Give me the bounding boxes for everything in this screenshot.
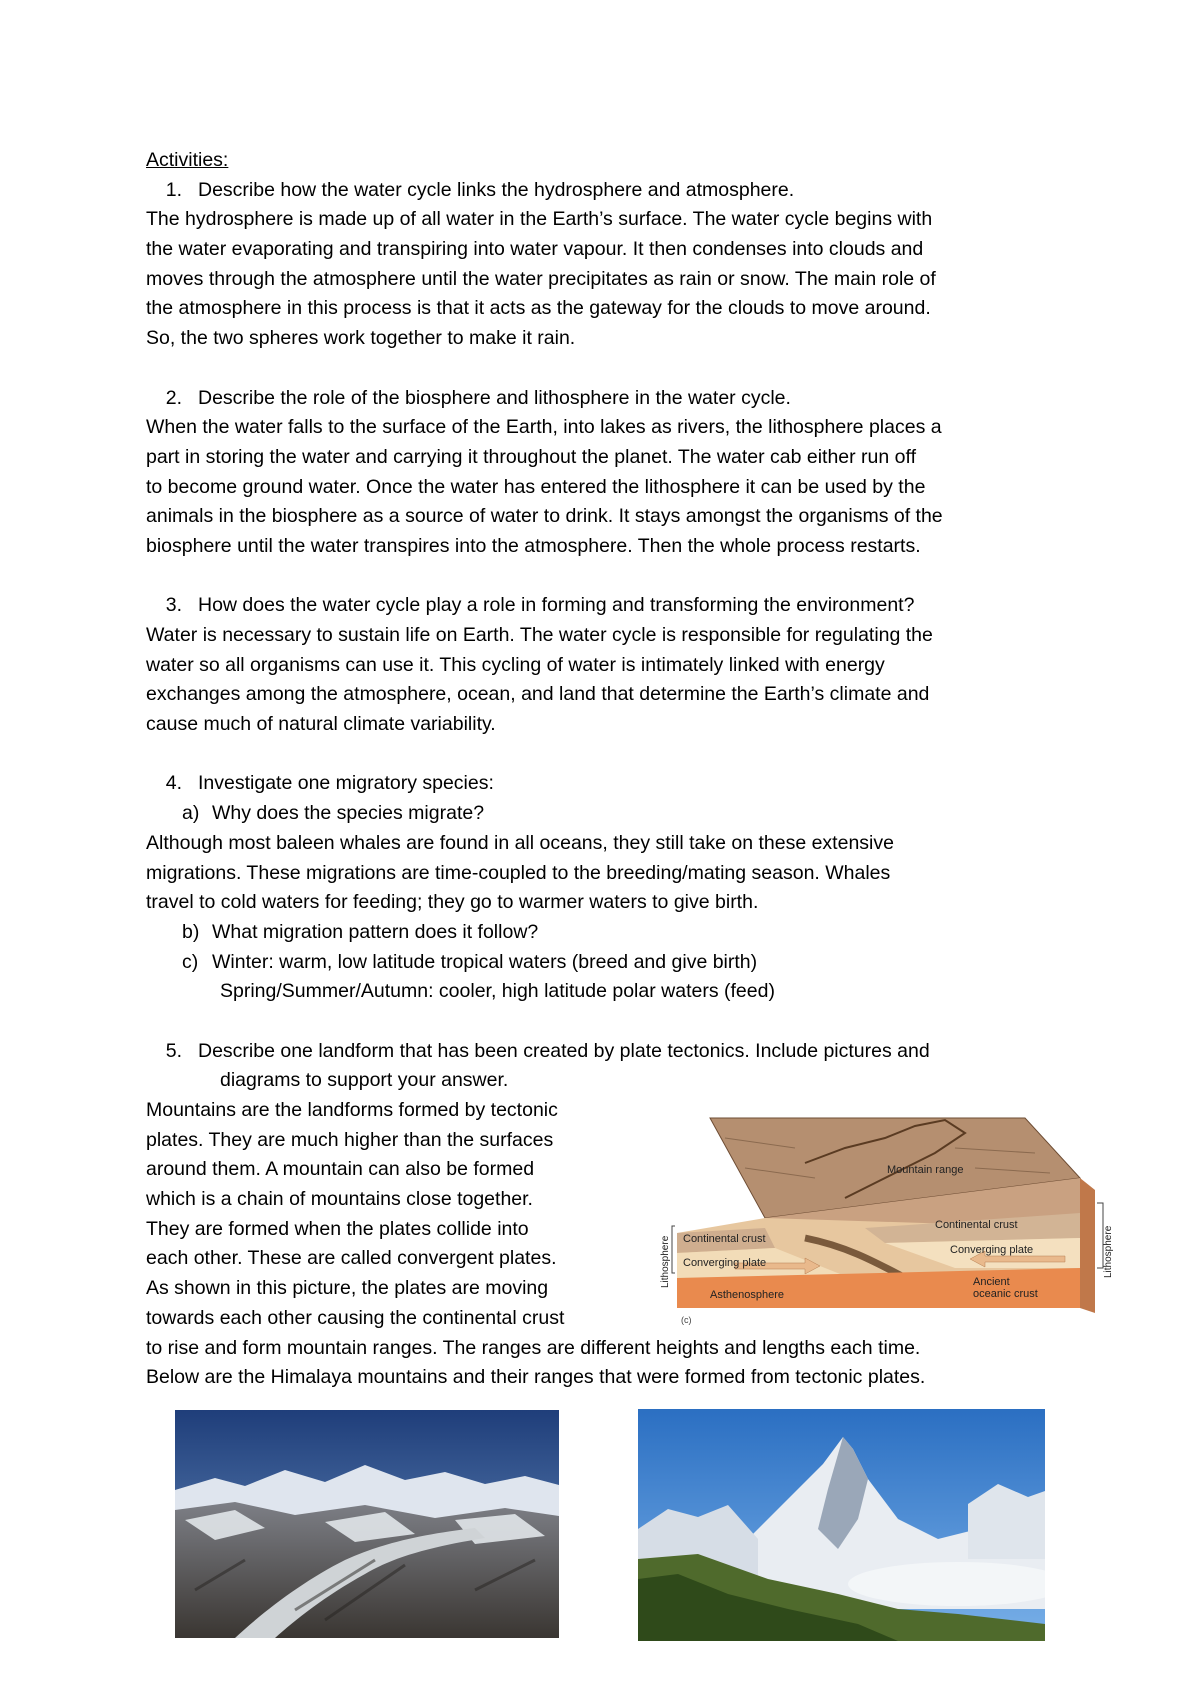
answer-4a-line: migrations. These migrations are time-coupled to the breeding/mating season. Whales	[146, 861, 891, 884]
answer-2-line: biosphere until the water transpires into the atmosphere. Then the whole process restarts.	[146, 534, 921, 557]
answer-3-line: Water is necessary to sustain life on Earth. The water cycle is responsible for regulating the	[146, 624, 933, 646]
question-4	[146, 769, 1086, 799]
answer-2-line: animals in the biosphere as a source of water to drink. It stays amongst the organisms of the	[146, 505, 943, 528]
question-4a	[146, 799, 1086, 829]
diagram-caption: (c)	[681, 1315, 692, 1325]
activities-heading: Activities:	[146, 149, 229, 171]
answer-5-line: They are formed when the plates collide into	[146, 1217, 529, 1240]
label-ancient: Ancient	[973, 1276, 1010, 1288]
answer-3-line: water so all organisms can use it. This cycling of water is intimately linked with energy	[146, 653, 885, 676]
answer-5-line: which is a chain of mountains close together.	[146, 1188, 533, 1211]
answer-5-line: to rise and form mountain ranges. The ranges are different heights and lengths each time.	[146, 1336, 921, 1359]
answer-2-line: part in storing the water and carrying it throughout the planet. The water cab either run off	[146, 445, 916, 468]
answer-4a-line: travel to cold waters for feeding; they go to warmer waters to give birth.	[146, 891, 759, 914]
lithosphere-brace-left	[672, 1226, 675, 1273]
question-4a-label: a)	[182, 802, 200, 825]
question-4c	[146, 948, 1086, 978]
answer-5-line: each other. These are called convergent plates.	[146, 1247, 557, 1270]
label-mountain-range: Mountain range	[887, 1164, 964, 1176]
answer-5-line: Below are the Himalaya mountains and their ranges that were formed from tectonic plates.	[146, 1366, 926, 1389]
question-1-number: 1.	[165, 178, 182, 201]
diagram-side-face	[1080, 1178, 1095, 1313]
answer-4a-line: Although most baleen whales are found in all oceans, they still take on these extensive	[146, 831, 894, 854]
question-1-text: Describe how the water cycle links the hydrosphere and atmosphere.	[198, 178, 795, 201]
question-5-number: 5.	[165, 1039, 182, 1062]
question-3-number: 3.	[165, 594, 182, 617]
spacer	[146, 740, 1086, 770]
answer-5-line: Mountains are the landforms formed by tectonic	[146, 1099, 558, 1121]
answer-5-line: As shown in this picture, the plates are moving	[146, 1277, 549, 1300]
spacer	[146, 354, 1086, 384]
answer-5-line: towards each other causing the continental crust	[146, 1306, 565, 1329]
label-continental-crust-right: Continental crust	[935, 1219, 1018, 1231]
answer-1-line: the water evaporating and transpiring into water vapour. It then condenses into clouds and	[146, 238, 924, 261]
question-4-number: 4.	[165, 772, 182, 795]
label-lithosphere-left: Lithosphere	[660, 1235, 671, 1288]
answer-3-line: exchanges among the atmosphere, ocean, and land that determine the Earth’s climate and	[146, 683, 930, 706]
answer-2-line: to become ground water. Once the water has entered the lithosphere it can be used by the	[146, 475, 926, 498]
question-5	[146, 1037, 1086, 1067]
answer-1-line: So, the two spheres work together to make it rain.	[146, 327, 576, 350]
label-continental-crust-left: Continental crust	[683, 1233, 766, 1245]
spacer	[146, 1007, 1086, 1037]
question-4c-text: Winter: warm, low latitude tropical waters (breed and give birth)	[212, 950, 758, 973]
question-4b-text: What migration pattern does it follow?	[212, 920, 539, 943]
label-lithosphere-right: Lithosphere	[1103, 1225, 1114, 1278]
spacer	[146, 562, 1086, 592]
question-2	[146, 384, 1086, 414]
answer-1-line: The hydrosphere is made up of all water in the Earth’s surface. The water cycle begins with	[146, 208, 933, 231]
answer-5-line: around them. A mountain can also be formed	[146, 1158, 535, 1181]
question-3	[146, 591, 1086, 621]
question-2-number: 2.	[165, 386, 182, 409]
question-1	[146, 176, 1086, 206]
question-4b-label: b)	[182, 920, 200, 943]
label-oceanic-crust: oceanic crust	[973, 1288, 1038, 1300]
question-3-text: How does the water cycle play a role in forming and transforming the environment?	[198, 594, 915, 617]
answer-1-line: the atmosphere in this process is that it acts as the gateway for the clouds to move around.	[146, 297, 931, 320]
question-5-text: Describe one landform that has been created by plate tectonics. Include pictures and	[198, 1039, 930, 1062]
label-converging-plate-right: Converging plate	[950, 1244, 1034, 1256]
himalaya-glacier-photo	[175, 1410, 559, 1638]
label-converging-plate-left: Converging plate	[683, 1257, 767, 1269]
answer-5-line: plates. They are much higher than the surfaces	[146, 1128, 554, 1151]
machapuchare-peak-photo	[638, 1409, 1045, 1641]
question-5-line2: diagrams to support your answer.	[220, 1069, 509, 1092]
answer-3-line: cause much of natural climate variability.	[146, 713, 496, 736]
question-4b	[146, 918, 1086, 948]
question-4c-label: c)	[182, 950, 199, 973]
question-4c-line2: Spring/Summer/Autumn: cooler, high latitude polar waters (feed)	[220, 980, 775, 1003]
question-4-text: Investigate one migratory species:	[198, 772, 494, 795]
question-4a-text: Why does the species migrate?	[212, 802, 485, 825]
plate-tectonics-diagram	[655, 1108, 1115, 1326]
answer-2-line: When the water falls to the surface of the Earth, into lakes as rivers, the lithosphere places a	[146, 416, 942, 439]
label-asthenosphere: Asthenosphere	[710, 1289, 784, 1301]
question-2-text: Describe the role of the biosphere and lithosphere in the water cycle.	[198, 386, 791, 409]
answer-1-line: moves through the atmosphere until the water precipitates as rain or snow. The main role of	[146, 267, 936, 290]
